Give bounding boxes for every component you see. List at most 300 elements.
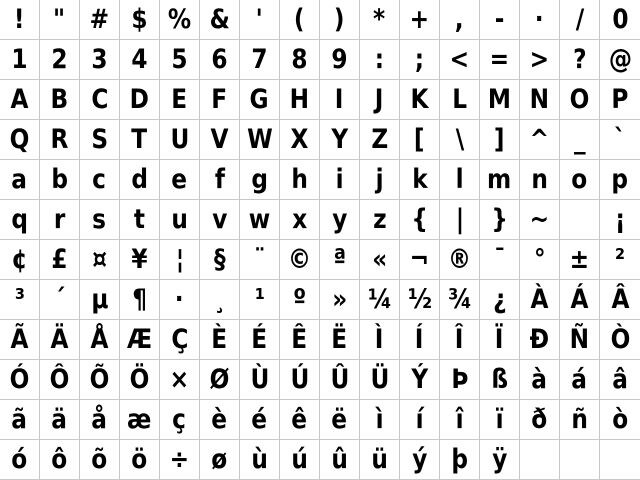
glyph-cell[interactable]	[240, 280, 280, 320]
glyph-cell[interactable]	[240, 0, 280, 40]
glyph-cell[interactable]	[160, 360, 200, 400]
glyph-character: _	[573, 124, 586, 155]
glyph-cell[interactable]	[560, 360, 600, 400]
glyph-cell[interactable]	[80, 0, 120, 40]
glyph-cell[interactable]	[480, 80, 520, 120]
glyph-cell[interactable]	[0, 80, 40, 120]
glyph-cell[interactable]	[280, 400, 320, 440]
glyph-cell[interactable]	[400, 440, 440, 480]
glyph-character: U	[170, 124, 189, 155]
glyph-cell[interactable]	[40, 160, 80, 200]
glyph-cell[interactable]	[480, 40, 520, 80]
glyph-cell[interactable]	[80, 40, 120, 80]
glyph-cell[interactable]	[80, 320, 120, 360]
glyph-cell[interactable]	[400, 160, 440, 200]
glyph-cell[interactable]	[400, 320, 440, 360]
glyph-cell[interactable]	[160, 200, 200, 240]
glyph-character: Ò	[610, 324, 630, 355]
glyph-cell[interactable]	[600, 320, 640, 360]
glyph-cell[interactable]	[320, 200, 360, 240]
glyph-cell[interactable]	[200, 160, 240, 200]
glyph-cell[interactable]	[280, 280, 320, 320]
glyph-cell[interactable]	[200, 80, 240, 120]
glyph-character: ñ	[571, 404, 588, 435]
glyph-character: e	[171, 164, 188, 195]
glyph-character: °	[533, 244, 546, 275]
glyph-cell[interactable]	[200, 120, 240, 160]
glyph-cell[interactable]	[80, 240, 120, 280]
glyph-cell[interactable]	[480, 160, 520, 200]
glyph-cell[interactable]	[40, 40, 80, 80]
glyph-cell[interactable]	[560, 120, 600, 160]
glyph-cell[interactable]	[400, 280, 440, 320]
glyph-cell[interactable]	[200, 400, 240, 440]
glyph-cell[interactable]	[400, 40, 440, 80]
glyph-cell[interactable]	[560, 320, 600, 360]
glyph-cell[interactable]	[440, 40, 480, 80]
glyph-character: ¥	[131, 244, 148, 275]
glyph-character: ¾	[447, 284, 472, 315]
glyph-cell[interactable]	[40, 440, 80, 480]
glyph-cell[interactable]	[400, 120, 440, 160]
glyph-character: O	[569, 84, 590, 115]
glyph-cell[interactable]	[480, 360, 520, 400]
glyph-character: S	[91, 124, 108, 155]
glyph-cell[interactable]	[520, 280, 560, 320]
glyph-cell[interactable]	[120, 120, 160, 160]
glyph-character: j	[375, 164, 384, 195]
glyph-character: *	[373, 4, 386, 35]
glyph-cell[interactable]	[160, 120, 200, 160]
glyph-cell[interactable]	[320, 280, 360, 320]
glyph-character: ©	[287, 244, 312, 275]
glyph-cell[interactable]	[320, 360, 360, 400]
glyph-cell[interactable]	[0, 120, 40, 160]
glyph-cell[interactable]	[240, 80, 280, 120]
glyph-cell[interactable]	[520, 80, 560, 120]
glyph-cell[interactable]	[80, 160, 120, 200]
glyph-cell[interactable]	[400, 400, 440, 440]
glyph-character: ¤	[92, 244, 107, 275]
glyph-cell[interactable]	[0, 0, 40, 40]
glyph-character: ;	[414, 44, 425, 75]
glyph-character: À	[530, 284, 549, 315]
glyph-cell[interactable]	[120, 80, 160, 120]
glyph-cell[interactable]	[320, 0, 360, 40]
glyph-character: è	[211, 404, 228, 435]
glyph-cell[interactable]	[40, 200, 80, 240]
glyph-character: '	[255, 4, 264, 35]
glyph-cell[interactable]	[120, 40, 160, 80]
glyph-character: T	[131, 124, 148, 155]
glyph-cell[interactable]	[520, 240, 560, 280]
glyph-cell[interactable]	[400, 80, 440, 120]
glyph-cell[interactable]	[560, 440, 600, 480]
glyph-cell[interactable]	[560, 160, 600, 200]
glyph-cell[interactable]	[120, 360, 160, 400]
glyph-character: ^	[529, 124, 550, 155]
glyph-cell[interactable]	[560, 0, 600, 40]
glyph-character: Û	[330, 364, 349, 395]
glyph-cell[interactable]	[520, 0, 560, 40]
glyph-cell[interactable]	[120, 200, 160, 240]
glyph-cell[interactable]	[520, 40, 560, 80]
glyph-cell[interactable]	[240, 360, 280, 400]
glyph-cell[interactable]	[280, 240, 320, 280]
glyph-character: &	[209, 4, 230, 35]
glyph-cell[interactable]	[480, 400, 520, 440]
glyph-cell[interactable]	[120, 440, 160, 480]
glyph-cell[interactable]	[360, 80, 400, 120]
glyph-character: /	[575, 4, 584, 35]
glyph-cell[interactable]	[600, 240, 640, 280]
glyph-cell[interactable]	[240, 120, 280, 160]
glyph-cell[interactable]	[80, 80, 120, 120]
glyph-cell[interactable]	[440, 360, 480, 400]
glyph-cell[interactable]	[240, 200, 280, 240]
glyph-cell[interactable]	[280, 440, 320, 480]
glyph-character: ù	[251, 444, 268, 475]
glyph-character: I	[335, 84, 344, 115]
glyph-character: ü	[371, 444, 388, 475]
glyph-character: a	[11, 164, 28, 195]
glyph-cell[interactable]	[200, 440, 240, 480]
glyph-character: º	[292, 284, 307, 315]
glyph-cell[interactable]	[80, 400, 120, 440]
glyph-cell[interactable]	[440, 120, 480, 160]
glyph-cell[interactable]	[400, 240, 440, 280]
glyph-cell[interactable]	[360, 0, 400, 40]
glyph-cell[interactable]	[520, 320, 560, 360]
glyph-character: â	[612, 364, 628, 395]
glyph-cell[interactable]	[200, 200, 240, 240]
glyph-cell[interactable]	[600, 280, 640, 320]
glyph-character: h	[291, 164, 308, 195]
glyph-cell[interactable]	[360, 200, 400, 240]
glyph-character: á	[571, 364, 588, 395]
glyph-character: <	[449, 44, 470, 75]
glyph-cell[interactable]	[360, 440, 400, 480]
glyph-cell[interactable]	[520, 200, 560, 240]
glyph-cell[interactable]	[40, 320, 80, 360]
glyph-character: Ô	[49, 364, 70, 395]
glyph-character: õ	[91, 444, 108, 475]
glyph-cell[interactable]	[480, 240, 520, 280]
glyph-cell[interactable]	[600, 360, 640, 400]
glyph-cell[interactable]	[600, 40, 640, 80]
glyph-cell[interactable]	[160, 400, 200, 440]
glyph-character: F	[211, 84, 228, 115]
glyph-character: Q	[9, 124, 30, 155]
glyph-cell[interactable]	[560, 40, 600, 80]
glyph-character: Î	[455, 324, 464, 355]
glyph-cell[interactable]	[200, 360, 240, 400]
glyph-cell[interactable]	[120, 160, 160, 200]
glyph-cell[interactable]	[0, 400, 40, 440]
glyph-cell[interactable]	[200, 240, 240, 280]
glyph-character: z	[372, 204, 387, 235]
glyph-cell[interactable]	[320, 320, 360, 360]
glyph-character: Ó	[9, 364, 30, 395]
glyph-cell[interactable]	[320, 400, 360, 440]
glyph-character: ú	[291, 444, 308, 475]
glyph-character: ·	[175, 284, 184, 315]
glyph-cell[interactable]	[520, 160, 560, 200]
glyph-character: ³	[14, 284, 25, 315]
glyph-character: y	[331, 204, 348, 235]
glyph-cell[interactable]	[480, 440, 520, 480]
glyph-character: t	[133, 204, 146, 235]
glyph-character: Õ	[89, 364, 110, 395]
glyph-cell[interactable]	[80, 120, 120, 160]
glyph-cell[interactable]	[0, 200, 40, 240]
glyph-cell[interactable]	[0, 240, 40, 280]
glyph-character: Ü	[370, 364, 389, 395]
glyph-character: s	[92, 204, 107, 235]
glyph-cell[interactable]	[80, 360, 120, 400]
glyph-cell[interactable]	[0, 320, 40, 360]
glyph-cell[interactable]	[480, 280, 520, 320]
glyph-character: ¹	[254, 284, 265, 315]
glyph-cell[interactable]	[200, 320, 240, 360]
glyph-cell[interactable]	[480, 320, 520, 360]
glyph-cell[interactable]	[80, 280, 120, 320]
glyph-cell[interactable]	[320, 240, 360, 280]
glyph-cell[interactable]	[400, 360, 440, 400]
glyph-cell[interactable]	[0, 440, 40, 480]
glyph-character: H	[289, 84, 310, 115]
glyph-character: %	[167, 4, 192, 35]
glyph-character: g	[251, 164, 268, 195]
glyph-cell[interactable]	[280, 0, 320, 40]
glyph-character: Ú	[290, 364, 309, 395]
glyph-cell[interactable]	[280, 320, 320, 360]
glyph-character: r	[53, 204, 66, 235]
glyph-cell[interactable]	[440, 240, 480, 280]
glyph-cell[interactable]	[160, 440, 200, 480]
glyph-cell[interactable]	[280, 120, 320, 160]
glyph-cell[interactable]	[480, 120, 520, 160]
glyph-character: Ä	[50, 324, 69, 355]
glyph-cell[interactable]	[600, 160, 640, 200]
glyph-cell[interactable]	[120, 320, 160, 360]
glyph-cell[interactable]	[240, 400, 280, 440]
glyph-character: `	[614, 124, 626, 155]
glyph-cell[interactable]	[120, 400, 160, 440]
glyph-cell[interactable]	[240, 40, 280, 80]
glyph-cell[interactable]	[440, 320, 480, 360]
glyph-cell[interactable]	[40, 360, 80, 400]
glyph-character: A	[10, 84, 29, 115]
glyph-cell[interactable]	[0, 160, 40, 200]
glyph-cell[interactable]	[360, 320, 400, 360]
glyph-cell[interactable]	[120, 280, 160, 320]
glyph-cell[interactable]	[360, 280, 400, 320]
glyph-cell[interactable]	[40, 240, 80, 280]
glyph-character: !	[14, 4, 25, 35]
glyph-character: l	[455, 164, 464, 195]
glyph-cell[interactable]	[280, 80, 320, 120]
glyph-cell[interactable]	[280, 360, 320, 400]
glyph-cell[interactable]	[400, 0, 440, 40]
glyph-cell[interactable]	[280, 40, 320, 80]
glyph-cell[interactable]	[320, 40, 360, 80]
glyph-cell[interactable]	[360, 360, 400, 400]
glyph-cell[interactable]	[520, 120, 560, 160]
glyph-character: ®	[447, 244, 472, 275]
glyph-character: Ç	[170, 324, 189, 355]
glyph-cell[interactable]	[600, 440, 640, 480]
glyph-cell[interactable]	[600, 400, 640, 440]
glyph-cell[interactable]	[80, 200, 120, 240]
glyph-cell[interactable]	[200, 40, 240, 80]
glyph-cell[interactable]	[280, 200, 320, 240]
glyph-cell[interactable]	[360, 40, 400, 80]
glyph-character: C	[90, 84, 109, 115]
glyph-cell[interactable]	[160, 320, 200, 360]
glyph-character: L	[452, 84, 467, 115]
glyph-character: §	[213, 244, 226, 275]
glyph-cell[interactable]	[480, 200, 520, 240]
glyph-cell[interactable]	[80, 440, 120, 480]
glyph-cell[interactable]	[160, 80, 200, 120]
glyph-cell[interactable]	[200, 0, 240, 40]
glyph-character: D	[129, 84, 150, 115]
glyph-cell[interactable]	[440, 160, 480, 200]
glyph-character: ~	[529, 204, 550, 235]
glyph-cell[interactable]	[360, 240, 400, 280]
glyph-cell[interactable]	[320, 120, 360, 160]
glyph-cell[interactable]	[120, 240, 160, 280]
glyph-cell[interactable]	[240, 440, 280, 480]
glyph-cell[interactable]	[160, 160, 200, 200]
glyph-cell[interactable]	[520, 440, 560, 480]
glyph-character: ½	[407, 284, 432, 315]
glyph-cell[interactable]	[120, 0, 160, 40]
glyph-cell[interactable]	[160, 0, 200, 40]
glyph-character: -	[494, 4, 505, 35]
glyph-cell[interactable]	[480, 0, 520, 40]
glyph-cell[interactable]	[360, 160, 400, 200]
glyph-cell[interactable]	[0, 280, 40, 320]
glyph-character: 6	[211, 44, 228, 75]
glyph-character: ò	[612, 404, 628, 435]
glyph-cell[interactable]	[0, 40, 40, 80]
glyph-character: È	[211, 324, 228, 355]
glyph-character: ,	[455, 4, 464, 35]
glyph-cell[interactable]	[360, 120, 400, 160]
glyph-character: Á	[570, 284, 589, 315]
glyph-cell[interactable]	[560, 280, 600, 320]
glyph-cell[interactable]	[160, 280, 200, 320]
glyph-character: Ö	[129, 364, 150, 395]
glyph-character: (	[294, 4, 305, 35]
glyph-cell[interactable]	[280, 160, 320, 200]
glyph-character: Ù	[250, 364, 269, 395]
glyph-cell[interactable]	[240, 160, 280, 200]
glyph-character: ä	[51, 404, 68, 435]
glyph-character: P	[611, 84, 629, 115]
glyph-character: ¸	[213, 284, 226, 315]
glyph-cell[interactable]	[320, 440, 360, 480]
glyph-cell[interactable]	[40, 80, 80, 120]
glyph-character: N	[529, 84, 550, 115]
glyph-character: ð	[531, 404, 548, 435]
glyph-character: Í	[415, 324, 424, 355]
glyph-character: ß	[491, 364, 508, 395]
glyph-character: ¦	[175, 244, 184, 275]
glyph-cell[interactable]	[440, 200, 480, 240]
glyph-character: ý	[411, 444, 428, 475]
glyph-character: ¶	[132, 284, 147, 315]
glyph-cell[interactable]	[160, 40, 200, 80]
glyph-character: ï	[495, 404, 504, 435]
glyph-cell[interactable]	[160, 240, 200, 280]
glyph-character: ·	[535, 4, 544, 35]
glyph-character: 0	[611, 4, 629, 35]
glyph-character: }	[491, 204, 508, 235]
glyph-cell[interactable]	[320, 160, 360, 200]
glyph-cell[interactable]	[560, 80, 600, 120]
glyph-character: 8	[291, 44, 308, 75]
glyph-character: ´	[53, 284, 66, 315]
glyph-cell[interactable]	[40, 120, 80, 160]
glyph-character: Æ	[126, 324, 153, 355]
glyph-character: ç	[172, 404, 187, 435]
glyph-cell[interactable]	[440, 80, 480, 120]
glyph-character: å	[91, 404, 108, 435]
glyph-character: 2	[51, 44, 68, 75]
glyph-cell[interactable]	[200, 280, 240, 320]
glyph-character: Ì	[375, 324, 384, 355]
glyph-cell[interactable]	[600, 200, 640, 240]
glyph-cell[interactable]	[440, 400, 480, 440]
glyph-cell[interactable]	[440, 440, 480, 480]
glyph-cell[interactable]	[400, 200, 440, 240]
glyph-cell[interactable]	[320, 80, 360, 120]
glyph-cell[interactable]	[520, 400, 560, 440]
glyph-character: æ	[127, 404, 152, 435]
glyph-cell[interactable]	[0, 360, 40, 400]
glyph-cell[interactable]	[520, 360, 560, 400]
glyph-character: {	[411, 204, 428, 235]
glyph-cell[interactable]	[440, 0, 480, 40]
glyph-character: +	[409, 4, 430, 35]
glyph-cell[interactable]	[560, 200, 600, 240]
glyph-character: >	[529, 44, 550, 75]
glyph-cell[interactable]	[40, 0, 80, 40]
glyph-cell[interactable]	[600, 0, 640, 40]
glyph-cell[interactable]	[40, 280, 80, 320]
glyph-character: ]	[494, 124, 505, 155]
glyph-character: Þ	[450, 364, 469, 395]
glyph-cell[interactable]	[600, 80, 640, 120]
glyph-cell[interactable]	[440, 280, 480, 320]
glyph-character: ¿	[492, 284, 507, 315]
glyph-cell[interactable]	[40, 400, 80, 440]
glyph-cell[interactable]	[560, 240, 600, 280]
glyph-character: ¯	[493, 244, 506, 275]
glyph-character: E	[171, 84, 188, 115]
glyph-cell[interactable]	[360, 400, 400, 440]
glyph-character: ¢	[11, 244, 28, 275]
glyph-character: k	[411, 164, 428, 195]
glyph-cell[interactable]	[600, 120, 640, 160]
glyph-character: «	[371, 244, 387, 275]
glyph-cell[interactable]	[240, 240, 280, 280]
glyph-cell[interactable]	[560, 400, 600, 440]
glyph-cell[interactable]	[240, 320, 280, 360]
